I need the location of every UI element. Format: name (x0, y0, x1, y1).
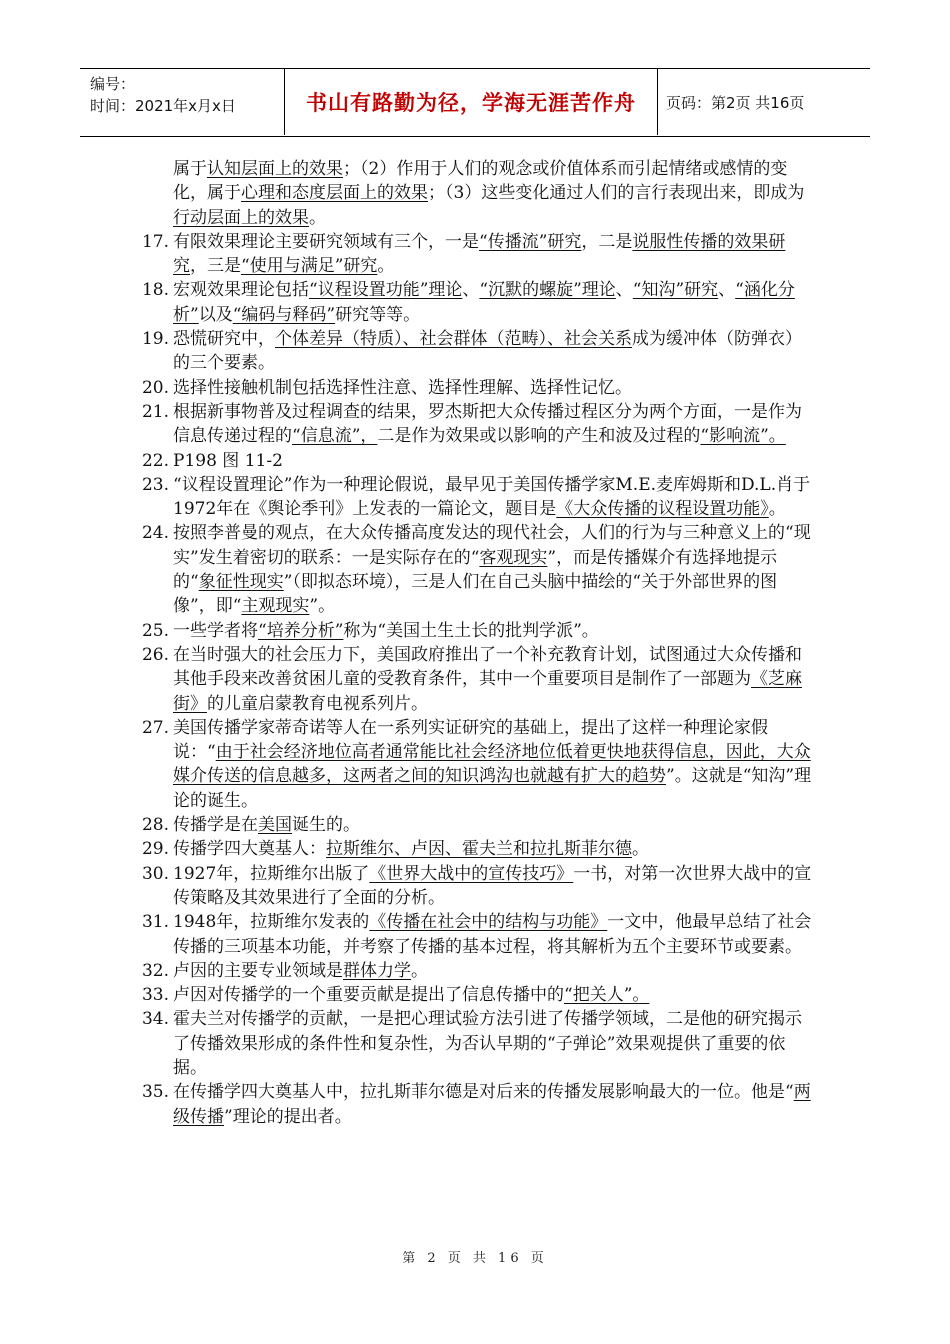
list-item (140, 473, 815, 522)
item-text: 传播学四大奠基人： (173, 839, 326, 860)
item-number: 29. (141, 839, 169, 860)
header-motto: 书山有路勤为径，学海无涯苦作舟 (284, 69, 658, 135)
answer-text: 个体差异（特质）、社会群体（范畴）、社会关系 (275, 329, 632, 350)
answer-text: “把关人”。 (564, 985, 650, 1006)
item-text: 研究等等。 (335, 304, 421, 325)
header-page-info: 页码：第2页 共16页 (666, 93, 805, 112)
item-text: 在当时强大的社会压力下，美国政府推出了一个补充教育计划，试图通过大众传播和其他手段来改善贫困儿童的受教育条件，其中一个重要项目是制作了一部题为 (173, 644, 802, 690)
item-text: P198 图 11-2 (173, 450, 283, 471)
item-number: 30. (141, 863, 169, 884)
item-number: 32. (141, 960, 169, 981)
document-number-label: 编号： (90, 75, 136, 93)
item-text: ”。 (309, 596, 336, 617)
list-item (140, 521, 815, 618)
list-item (140, 449, 815, 473)
answer-text: 《芝麻街》 (173, 669, 802, 714)
item-text: ”理论的提出者。 (224, 1106, 352, 1127)
item-text: “议程设置理论”作为一种理论假说，最早见于美国传播学家M.E.麦库姆斯和D.L.肖于1972年在《舆论季刊》上发表的一篇论文，题目是 (173, 474, 811, 520)
item-number: 27. (141, 717, 169, 738)
answer-text: “信息流”， (292, 426, 378, 447)
answer-text: 说服性传播的效果研究 (173, 231, 786, 277)
item-number: 31. (141, 912, 169, 933)
answer-text: “影响流”。 (700, 426, 786, 447)
item-text: 卢因对传播学的一个重要贡献是提出了信息传播中的 (173, 985, 564, 1006)
item-text: 霍夫兰对传播学的贡献，一是把心理试验方法引进了传播学领域，二是他的研究揭示了传播效果形成的条件性和复杂性，为否认早期的“子弹论”效果观提供了重要的依据。 (173, 1009, 802, 1078)
page-footer: 第 2 页 共 16 页 (402, 1251, 548, 1266)
item-text: 1927年，拉斯维尔出版了 (173, 863, 370, 884)
item-number: 18. (141, 280, 169, 301)
item-text: 恐慌研究中， (173, 329, 275, 350)
page-header (80, 68, 870, 137)
list-item (140, 1007, 815, 1080)
item-text: 称为“美国土生土长的批判学派”。 (343, 620, 599, 641)
item-text: 。 (632, 839, 649, 860)
item-text: 。 (309, 207, 326, 228)
item-text: 在传播学四大奠基人中，拉扎斯菲尔德是对后来的传播发展影响最大的一位。他是“ (173, 1082, 794, 1103)
item-text: 的儿童启蒙教育电视系列片。 (207, 693, 428, 714)
item-text: 、 (462, 280, 480, 301)
answer-text: “编码与释码” (232, 304, 336, 325)
answer-text: 行动层面上的效果 (173, 207, 309, 228)
list-item (140, 230, 815, 279)
answer-text: 美国 (258, 815, 292, 836)
item-text: 宏观效果理论包括 (173, 280, 309, 301)
list-item (140, 716, 815, 813)
list-item (140, 837, 815, 861)
answer-text: “传播流”研究 (479, 231, 582, 252)
item-text: 一些学者将 (173, 620, 258, 641)
list-item (140, 278, 815, 327)
list-item (140, 959, 815, 983)
answer-text: 认知层面上的效果 (207, 159, 343, 179)
item-number: 25. (141, 620, 169, 641)
answer-text: 心理和态度层面上的效果 (241, 183, 428, 204)
item-text: 按照李普曼的观点，在大众传播高度发达的现代社会，人们的行为与三种意义上的“现实”发生着密切的联系：一是实际存在的“ (173, 523, 811, 568)
item-number: 33. (141, 985, 169, 1006)
list-item (140, 157, 815, 230)
item-number: 22. (141, 450, 169, 471)
answer-text: “使用与满足”研究 (241, 256, 378, 277)
item-text: 1948年，拉斯维尔发表的 (173, 912, 370, 933)
answer-text: “议程设置功能”理论 (309, 280, 463, 301)
item-text: ”。这就是“知沟”理论的诞生。 (173, 766, 812, 811)
answer-text: 两级传播 (173, 1082, 811, 1127)
item-number: 17. (141, 231, 169, 252)
item-text: ”，而是传播媒介有选择地提示的“ (173, 547, 778, 593)
answer-text: “沉默的螺旋”理论 (479, 280, 616, 301)
item-text: 。 (411, 960, 428, 981)
answer-text: “涵化分析” (173, 280, 795, 325)
item-text: 诞生的。 (292, 815, 360, 836)
item-text: 一书，对第一次世界大战中的宣传策略及其效果进行了全面的分析。 (173, 863, 812, 908)
document-body (140, 157, 815, 1129)
item-number: 35. (141, 1082, 169, 1103)
item-number: 23. (141, 474, 169, 495)
item-text: 一文中，他最早总结了社会传播的三项基本功能，并考察了传播的基本过程，将其解析为五个主要环节或要素。 (173, 912, 812, 957)
item-number: 21. (141, 401, 169, 422)
answer-text: 象征性现实 (198, 572, 284, 593)
item-text: 以及 (198, 304, 233, 325)
item-number: 19. (141, 329, 169, 350)
list-item (140, 983, 815, 1007)
answer-text: “培养分析” (258, 620, 344, 641)
item-text: 、 (718, 280, 736, 301)
list-item (140, 1080, 815, 1129)
document-date: 时间：2021年x月x日 (90, 97, 236, 115)
answer-text: 客观现实 (479, 547, 548, 568)
answer-text: 群体力学 (343, 960, 411, 981)
answer-text: “知沟”研究 (632, 280, 719, 301)
item-number: 20. (141, 377, 169, 398)
list-item (140, 327, 815, 376)
item-number: 26. (141, 644, 169, 665)
item-text: 。 (377, 256, 395, 277)
item-text: 成为缓冲体（防弹衣）的三个要素。 (173, 329, 802, 374)
list-item (140, 813, 815, 837)
answer-text: 主观现实 (241, 596, 310, 617)
answer-text: 拉斯维尔、卢因、霍夫兰和拉扎斯菲尔德 (326, 839, 632, 860)
item-text: 卢因的主要专业领域是 (173, 960, 343, 981)
item-text: ，三是 (190, 256, 241, 277)
header-meta (90, 73, 236, 117)
item-text: 传播学是在 (173, 815, 258, 836)
item-number: 34. (141, 1009, 169, 1030)
answer-text: 《世界大战中的宣传技巧》 (369, 863, 574, 884)
list-item (140, 376, 815, 400)
item-number: 28. (141, 815, 169, 836)
item-text: 。 (768, 499, 786, 520)
answer-text: 《传播在社会中的结构与功能》 (369, 912, 608, 933)
item-text: ；（2）作用于人们的观念或价值体系而引起情绪或感情的变化，属于 (173, 159, 788, 204)
item-number: 24. (141, 523, 169, 544)
item-text: 根据新事物普及过程调查的结果，罗杰斯把大众传播过程区分为两个方面，一是作为信息传递过程的 (173, 401, 802, 447)
item-text: 美国传播学家蒂奇诺等人在一系列实证研究的基础上，提出了这样一种理论家假说：“ (173, 717, 768, 763)
answer-text: 由于社会经济地位高者通常能比社会经济地位低着更快地获得信息，因此，大众媒介传送的信息越多，这两者之间的知识鸿沟也就越有扩大的趋势 (173, 742, 811, 787)
item-text: ；（3）这些变化通过人们的言行表现出来，即成为 (428, 183, 805, 204)
item-text: 、 (615, 280, 633, 301)
list-item (140, 643, 815, 716)
item-text: 属于 (173, 159, 207, 179)
item-text: 选择性接触机制包括选择性注意、选择性理解、选择性记忆。 (173, 377, 632, 398)
item-text: ，二是 (581, 231, 633, 252)
list-item (140, 619, 815, 643)
list-item (140, 862, 815, 911)
item-text: ”（即拟态环境），三是人们在自己头脑中描绘的“关于外部世界的图像”，即“ (173, 572, 778, 617)
item-text: 二是作为效果或以影响的产生和波及过程的 (377, 426, 701, 447)
list-item (140, 910, 815, 959)
answer-text: 《大众传播的议程设置功能》 (556, 499, 769, 520)
item-text: 有限效果理论主要研究领域有三个，一是 (173, 231, 479, 252)
list-item (140, 400, 815, 449)
